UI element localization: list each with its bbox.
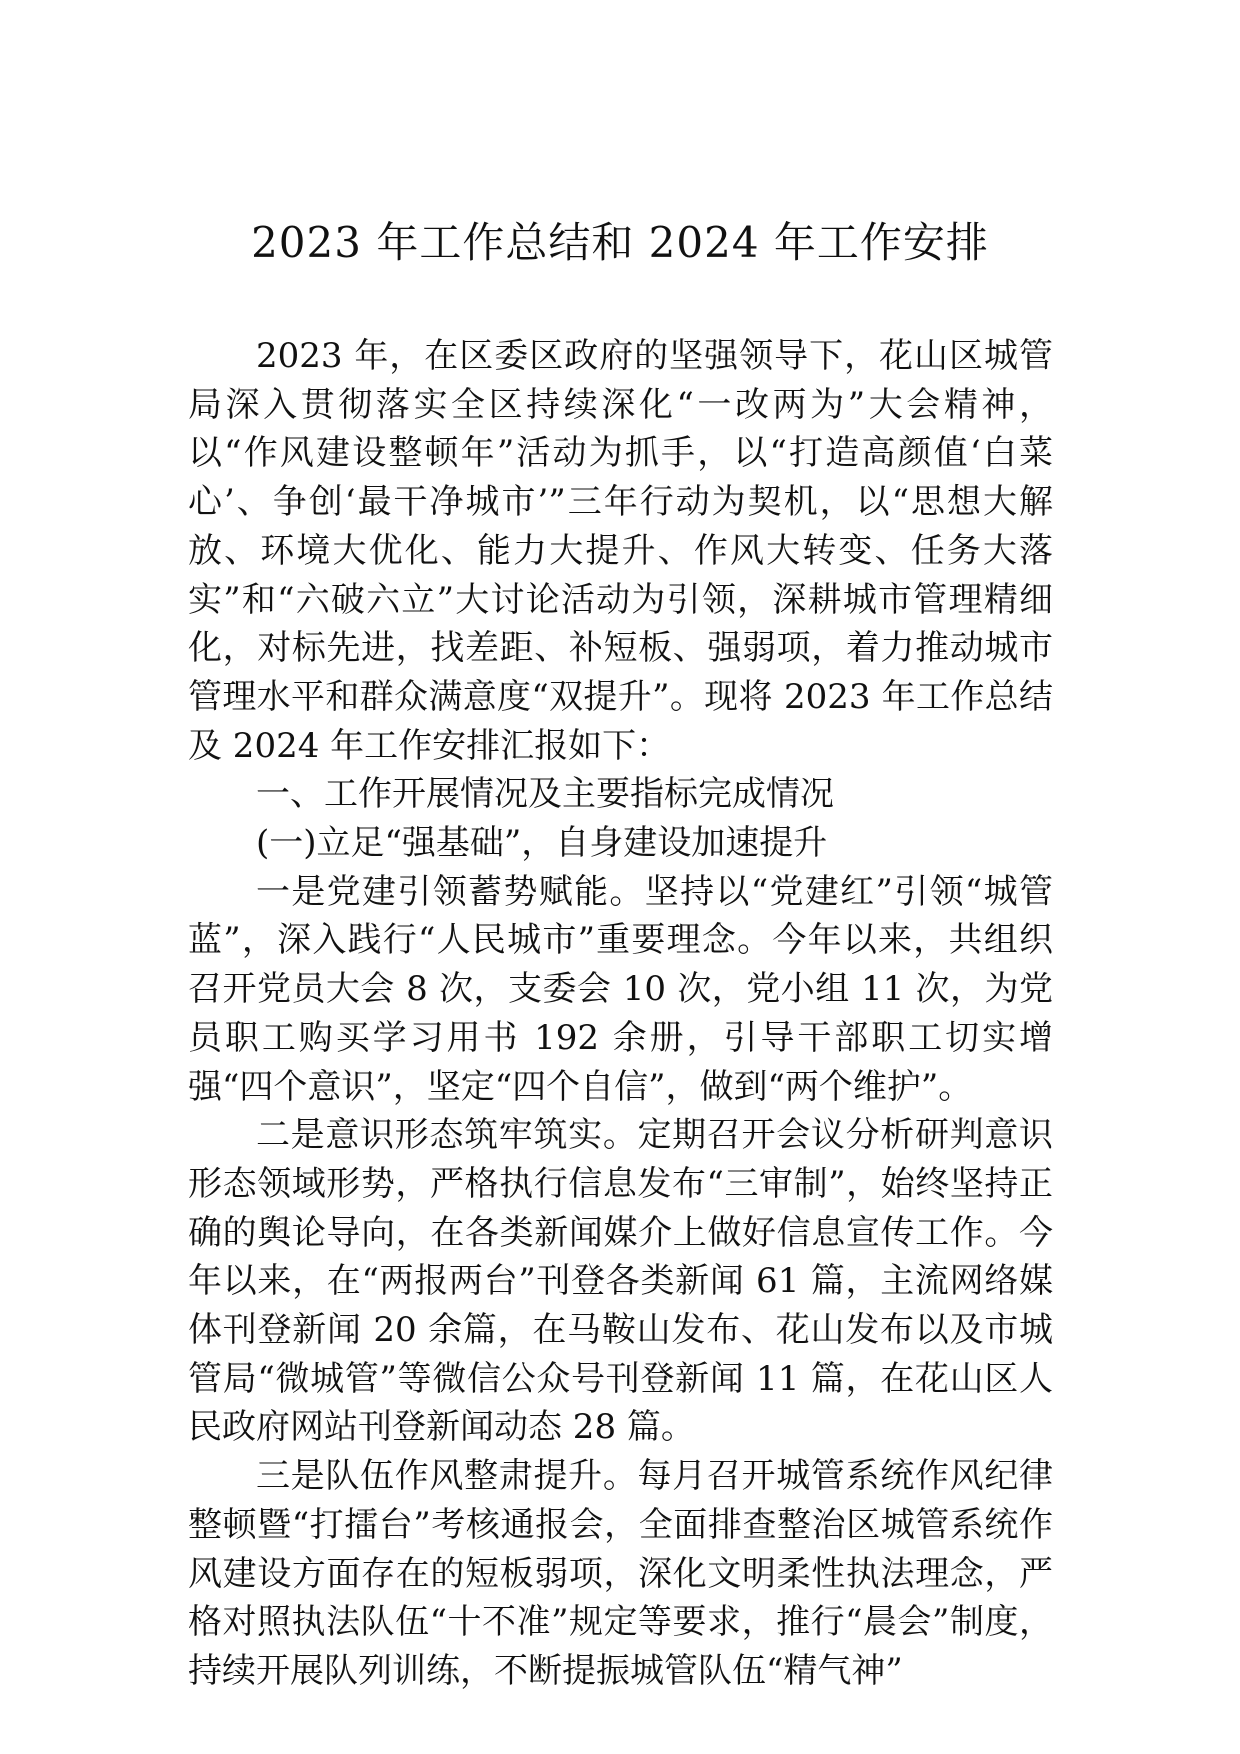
subsection-heading: (一)立足“强基础”，自身建设加速提升 <box>256 823 828 864</box>
document-title: 2023 年工作总结和 2024 年工作安排 <box>251 218 989 267</box>
paragraph-team-style: 三是队伍作风整肃提升。每月召开城管系统作风纪律整顿暨“打擂台”考核通报会，全面排查整治区城管系统作风建设方面存在的短板弱项，深化文明柔性执法理念，严格对照执法队伍“十不准”规定等要求，推行“晨会”制度，持续开展队列训练，不断提振城管队伍“精气神” <box>188 1456 1053 1691</box>
paragraph-ideology: 二是意识形态筑牢筑实。定期召开会议分析研判意识形态领域形势，严格执行信息发布“三审制”，始终坚持正确的舆论导向，在各类新闻媒介上做好信息宣传工作。今年以来，在“两报两台”刊登各类新闻 61 篇，主流网络媒体刊登新闻 20 余篇，在马鞍山发布、花山发布以及市城管局“微城管”等微信公众号刊登新闻 11 篇，在花山区人民政府网站刊登新闻动态 28 篇。 <box>188 1115 1053 1448</box>
section-heading: 一、工作开展情况及主要指标完成情况 <box>256 774 834 815</box>
paragraph-party-building: 一是党建引领蓄势赋能。坚持以“党建红”引领“城管蓝”，深入践行“人民城市”重要理念。今年以来，共组织召开党员大会 8 次，支委会 10 次，党小组 11 次，为党员职工购买学习用书 192 余册，引导干部职工切实增强“四个意识”，坚定“四个自信”，做到“两个维护”。 <box>188 871 1053 1107</box>
document-body <box>188 332 1053 1696</box>
intro-paragraph: 2023 年，在区委区政府的坚强领导下，花山区城管局深入贯彻落实全区持续深化“一改两为”大会精神，以“作风建设整顿年”活动为抓手，以“打造高颜值‘白菜心’、争创‘最干净城市’”三年行动为契机，以“思想大解放、环境大优化、能力大提升、作风大转变、任务大落实”和“六破六立”大讨论活动为引领，深耕城市管理精细化，对标先进，找差距、补短板、强弱项，着力推动城市管理水平和群众满意度“双提升”。现将 2023 年工作总结及 2024 年工作安排汇报如下： <box>188 336 1053 766</box>
